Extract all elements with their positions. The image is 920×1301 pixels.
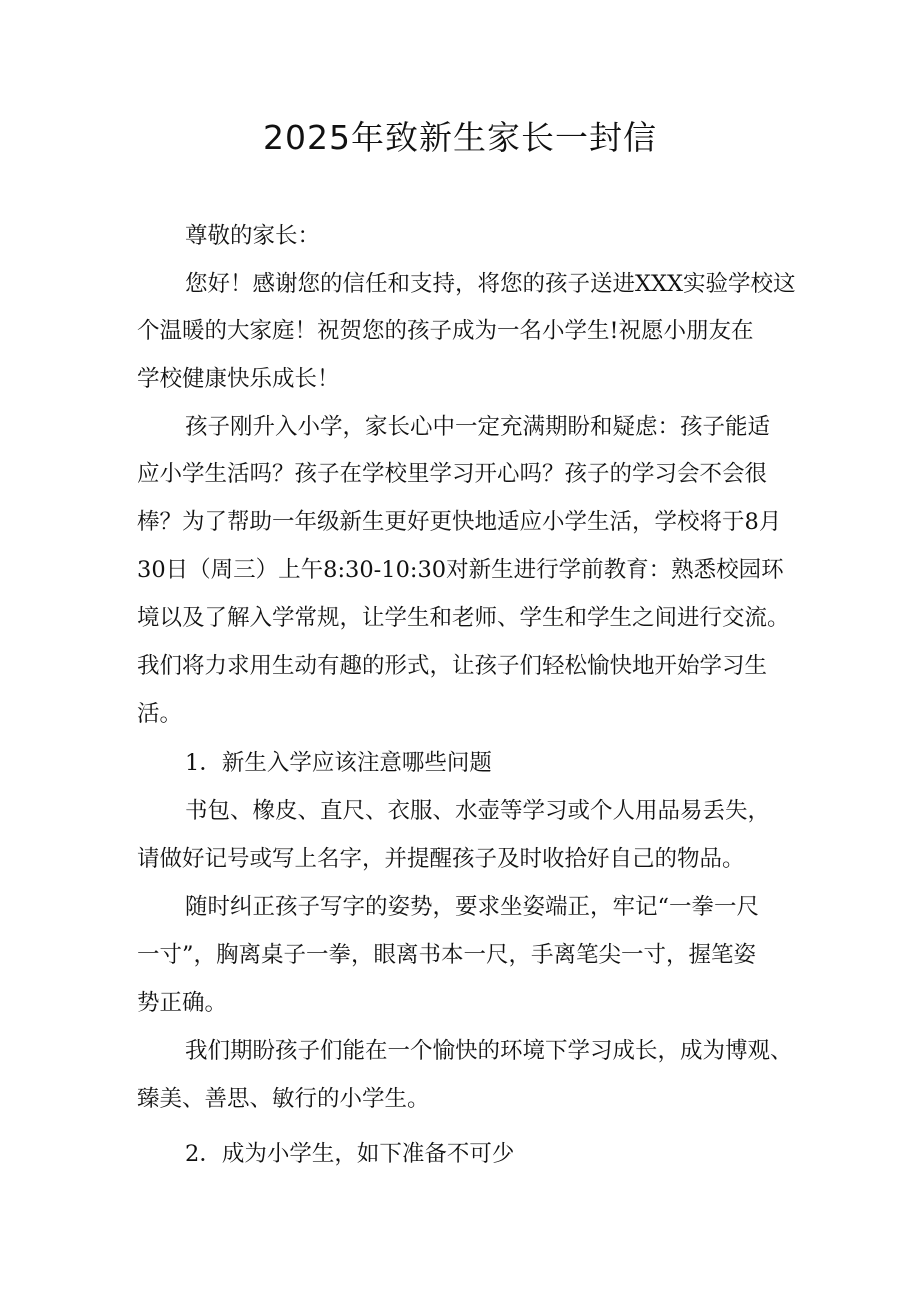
paragraph-1-line-3: 学校健康快乐成长！ [137,366,340,392]
section-1-paragraph-3-line-1: 我们期盼孩子们能在一个愉快的环境下学习成长，成为博观、 [185,1038,793,1064]
paragraph-2-line-4: 30日（周三）上午8:30-10:30对新生进行学前教育：熟悉校园环 [137,557,784,583]
paragraph-2-line-5: 境以及了解入学常规，让学生和老师、学生和学生之间进行交流。 [137,605,790,631]
paragraph-2-line-2: 应小学生活吗？孩子在学校里学习开心吗？孩子的学习会不会很 [137,461,768,487]
section-1-paragraph-2-line-2: 一寸”，胸离桌子一拳，眼离书本一尺，手离笔尖一寸，握笔姿 [137,942,757,968]
paragraph-2-line-1: 孩子刚升入小学，家长心中一定充满期盼和疑虑：孩子能适 [185,414,771,440]
section-1-paragraph-1-line-2: 请做好记号或写上名字，并提醒孩子及时收拾好自己的物品。 [137,846,745,872]
section-1-heading: 1．新生入学应该注意哪些问题 [185,750,492,776]
section-1-paragraph-2-line-1: 随时纠正孩子写字的姿势，要求坐姿端正，牢记“一拳一尺 [185,894,760,920]
paragraph-2-line-6: 我们将力求用生动有趣的形式，让孩子们轻松愉快地开始学习生 [137,653,768,679]
paragraph-1-line-1: 您好！感谢您的信任和支持，将您的孩子送进XXX实验学校这 [185,271,796,297]
paragraph-2-line-7: 活。 [137,701,183,727]
section-1-paragraph-3-line-2: 臻美、善思、敏行的小学生。 [137,1086,430,1112]
paragraph-1-line-2: 个温暖的大家庭！祝贺您的孩子成为一名小学生!祝愿小朋友在 [137,318,754,344]
paragraph-2-line-3: 棒？为了帮助一年级新生更好更快地适应小学生活，学校将于8月 [137,509,782,535]
section-1-paragraph-2-line-3: 势正确。 [137,990,228,1016]
section-2-heading: 2．成为小学生，如下准备不可少 [185,1141,515,1167]
section-1-paragraph-1-line-1: 书包、橡皮、直尺、衣服、水壶等学习或个人用品易丢失， [185,798,771,824]
document-title: 2025年致新生家长一封信 [263,118,657,157]
greeting: 尊敬的家长： [185,223,321,249]
